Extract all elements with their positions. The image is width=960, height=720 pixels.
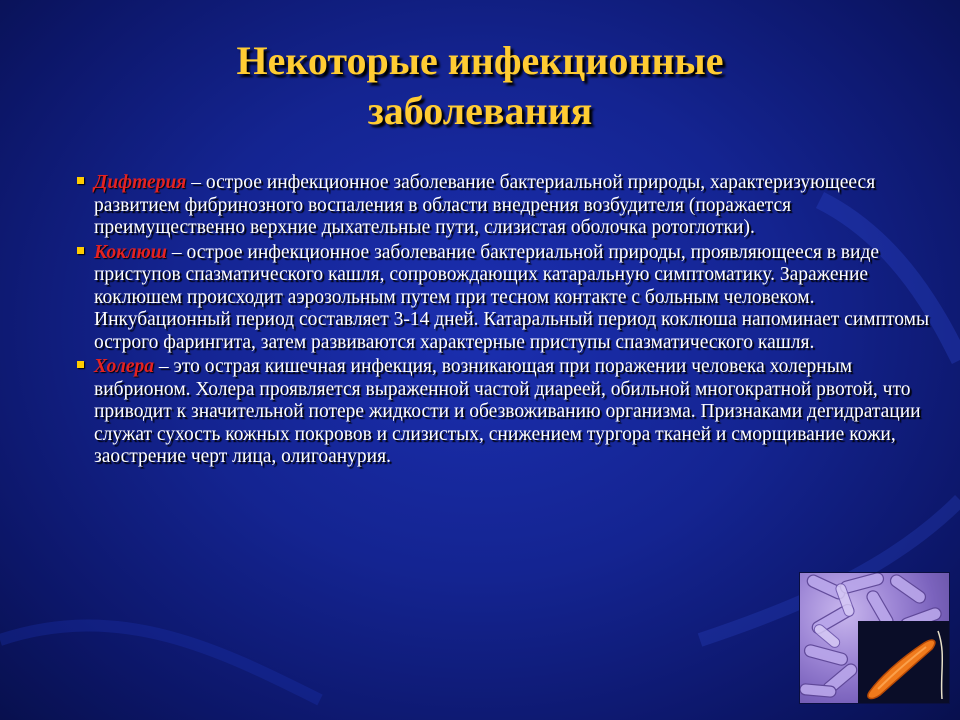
disease-description: – острое инфекционное заболевание бактериальной природы, проявляющееся в виде приступов спазматического кашля, сопровождающих катаральную симптоматику. Заражение коклюшем происходит аэрозольным путем при тесном контакте с больным человеком. Инкубационный период составляет 3-14 дней. Катаральный период коклюша напоминает симптомы острого фарингита, затем развиваются характерные приступы спазматического кашля. xyxy=(94,241,930,353)
list-item xyxy=(82,356,932,469)
disease-term: Дифтерия xyxy=(94,172,187,193)
disease-term: Холера xyxy=(94,356,155,377)
disease-description: – это острая кишечная инфекция, возникающая при поражении человека холерным вибрионом. Холера проявляется выраженной частой диареей, обильной многократной рвотой, что приводит к значительной потере жидкости и обезвоживанию организма. Признаками дегидратации служат сухость кожных покровов и слизистых, снижением тургора тканей и сморщивание кожи, заострение черт лица, олигоанурия. xyxy=(94,356,921,467)
bullet-square-icon xyxy=(77,247,84,254)
list-item xyxy=(82,172,932,240)
list-item xyxy=(82,242,932,355)
bullet-list xyxy=(82,172,932,471)
disease-term: Коклюш xyxy=(94,241,167,263)
bacteria-illustration xyxy=(800,573,949,703)
bullet-square-icon xyxy=(77,361,84,368)
slide-title xyxy=(0,36,960,136)
slide-title-line-2: заболевания xyxy=(367,88,593,133)
slide-title-line-1: Некоторые инфекционные xyxy=(236,38,724,83)
bacteria-microscope-image xyxy=(799,572,950,704)
bullet-square-icon xyxy=(77,177,84,184)
disease-description: – острое инфекционное заболевание бактериальной природы, характеризующееся развитием фибринозного воспаления в области внедрения возбудителя (поражается преимущественно верхние дыхательные пути, слизистая оболочка ротоглотки). xyxy=(94,172,876,238)
